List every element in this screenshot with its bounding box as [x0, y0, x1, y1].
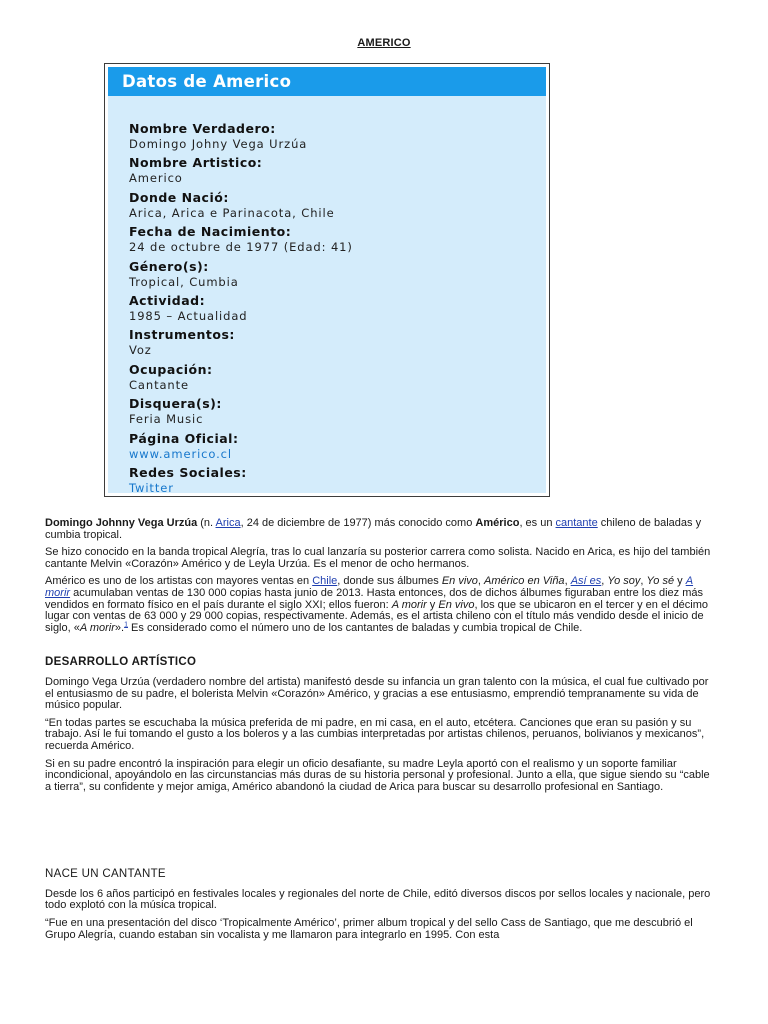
field-label: Disquera(s): [129, 396, 222, 412]
section-paragraph: “En todas partes se escuchaba la música preferida de mi padre, en mi casa, en el auto, etcétera. Canciones que eran su pasión y su trabajo. Así le fui tomando el gusto a los boleros y a las cumbias interpretadas por artistas chilenos, peruanos, bolivianos y mexicanos”, recuerda Américo. [45, 716, 705, 752]
section-paragraph: Si en su padre encontró la inspiración para elegir un oficio desafiante, su madre Leyla aportó con el realismo y un soporte familiar incondicional, apoyándolo en las circunstancias más duras de su historia personal y profesional. Junto a ella, que sigue siendo su “cable a tierra”, su confidente y mejor amiga, Américo abandonó la ciudad de Arica para buscar su desarrollo profesional en Santiago. [45, 757, 710, 793]
field-value: Feria Music [129, 412, 204, 427]
asi-es-link[interactable] [571, 575, 602, 587]
intro-paragraph [45, 518, 713, 541]
cantante-link[interactable]: cantante [555, 517, 598, 529]
field-label: Redes Sociales: [129, 464, 247, 480]
album-title: Yo soy [607, 575, 641, 588]
field-label: Nombre Artistico: [129, 155, 263, 171]
field-value: Americo [129, 171, 183, 186]
album-title: Américo en Viña [484, 575, 565, 588]
text: ». [114, 621, 125, 634]
field-label: Género(s): [129, 258, 209, 274]
text: , [477, 575, 485, 588]
text: (n. [197, 517, 216, 529]
album-title: En vivo [441, 575, 478, 588]
field-instruments [129, 327, 353, 361]
text: , es un [519, 517, 556, 529]
section-paragraph: “Fue en una presentación del disco ‘Tropicalmente Américo’, primer album tropical y del sello Cass de Santiago, que me descubrió el Grupo Alegría, cuando estaban sin vocalista y me llamaron para integrarlo en 1995. Con esta [45, 917, 693, 941]
field-birthdate [129, 224, 353, 258]
album-title: A morir [391, 598, 427, 611]
field-value: Arica, Arica e Parinacota, Chile [129, 205, 335, 220]
field-label: Fecha de Nacimiento: [129, 224, 292, 240]
article-body [45, 518, 713, 947]
footnote-link[interactable]: 1 [124, 621, 128, 629]
page-title: AMERICO [357, 37, 411, 49]
full-name: Domingo Johnny Vega Urzúa [45, 517, 198, 529]
text: , [640, 575, 647, 588]
field-label: Donde Nació: [129, 189, 229, 205]
infobox [108, 67, 546, 493]
field-website [129, 431, 353, 465]
field-label: Nombre Verdadero: [129, 121, 276, 136]
text: Américo es uno de los artistas con mayores ventas en [45, 575, 313, 588]
album-title: A morir [79, 621, 115, 634]
text: , los que se ubicaron en el tercer y en el décimo lugar con ventas de 63 000 y 29 000 copias, respectivamente. Además, es el artista chileno con el título más vendido desde el inicio de siglo, « [45, 598, 709, 634]
field-value: Voz [129, 343, 152, 358]
field-activity [129, 293, 353, 327]
chile-link[interactable]: Chile [312, 575, 338, 588]
text: , 24 de diciembre de 1977) más conocido como [240, 517, 476, 529]
field-real-name [129, 121, 353, 155]
field-labels [129, 396, 353, 430]
field-value: 24 de octubre de 1977 (Edad: 41) [129, 240, 353, 255]
field-value: Domingo Johny Vega Urzúa [129, 137, 308, 151]
section-heading-nace: NACE UN CANTANTE [45, 868, 166, 881]
field-label: Ocupación: [129, 361, 213, 377]
text: y [674, 575, 686, 588]
field-social [129, 465, 353, 499]
field-artistic-name [129, 155, 353, 189]
text: Es considerado como el número uno de los cantantes de baladas y cumbia tropical de Chile. [128, 621, 583, 634]
alias: Américo [475, 517, 520, 529]
field-label: Instrumentos: [129, 327, 235, 343]
text: chileno de baladas y cumbia tropical. [45, 517, 702, 541]
text: y [426, 598, 439, 611]
website-link[interactable]: www.americo.cl [129, 446, 232, 461]
career-paragraph: Se hizo conocido en la banda tropical Alegría, tras lo cual lanzaría su posterior carrera como solista. Nacido en Arica, es hijo del también cantante Melvin «Corazón» Américo y de Leyla Urzúa. Es el menor de ocho hermanos. [45, 546, 711, 570]
field-genres [129, 259, 353, 293]
arica-link[interactable]: Arica [215, 517, 241, 529]
text: , donde sus álbumes [337, 575, 442, 588]
twitter-link[interactable]: Twitter [129, 480, 174, 495]
field-value: Tropical, Cumbia [129, 274, 239, 289]
infobox-body [129, 121, 353, 499]
album-title: En vivo [438, 598, 475, 611]
sales-paragraph [45, 576, 713, 634]
text: , [601, 575, 608, 588]
section-paragraph: Desde los 6 años participó en festivales locales y regionales del norte de Chile, editó diversos discos por sellos locales y nacionale, pero todo explotó con la música tropical. [45, 887, 711, 912]
album-title: Así es [570, 575, 602, 588]
infobox-image-frame [104, 63, 550, 497]
field-value: Cantante [129, 377, 189, 392]
field-value: 1985 – Actualidad [129, 308, 248, 323]
field-label: Página Oficial: [129, 430, 239, 446]
field-label: Actividad: [129, 292, 206, 308]
text: acumulaban ventas de 130 000 copias hasta junio de 2013. Hasta entonces, dos de dichos álbumes figuraban entre los diez más vendidos en formato físico en el país durante el siglo XXI; ellos fueron: [45, 586, 703, 611]
field-birthplace [129, 190, 353, 224]
album-title: A morir [45, 575, 694, 599]
text: , [564, 575, 571, 588]
album-title: Yo sé [646, 575, 675, 588]
section-paragraph: Domingo Vega Urzúa (verdadero nombre del artista) manifestó desde su infancia un gran talento con la música, el cual fue cultivado por el entusiasmo de su padre, el bolerista Melvin «Corazón» Américo, y gracias a ese entusiasmo, emprendió tempranamente su vida de músico popular. [45, 675, 709, 712]
field-occupation [129, 362, 353, 396]
infobox-header: Datos de Americo [108, 67, 546, 96]
section-heading-desarrollo: DESARROLLO ARTÍSTICO [45, 656, 197, 669]
